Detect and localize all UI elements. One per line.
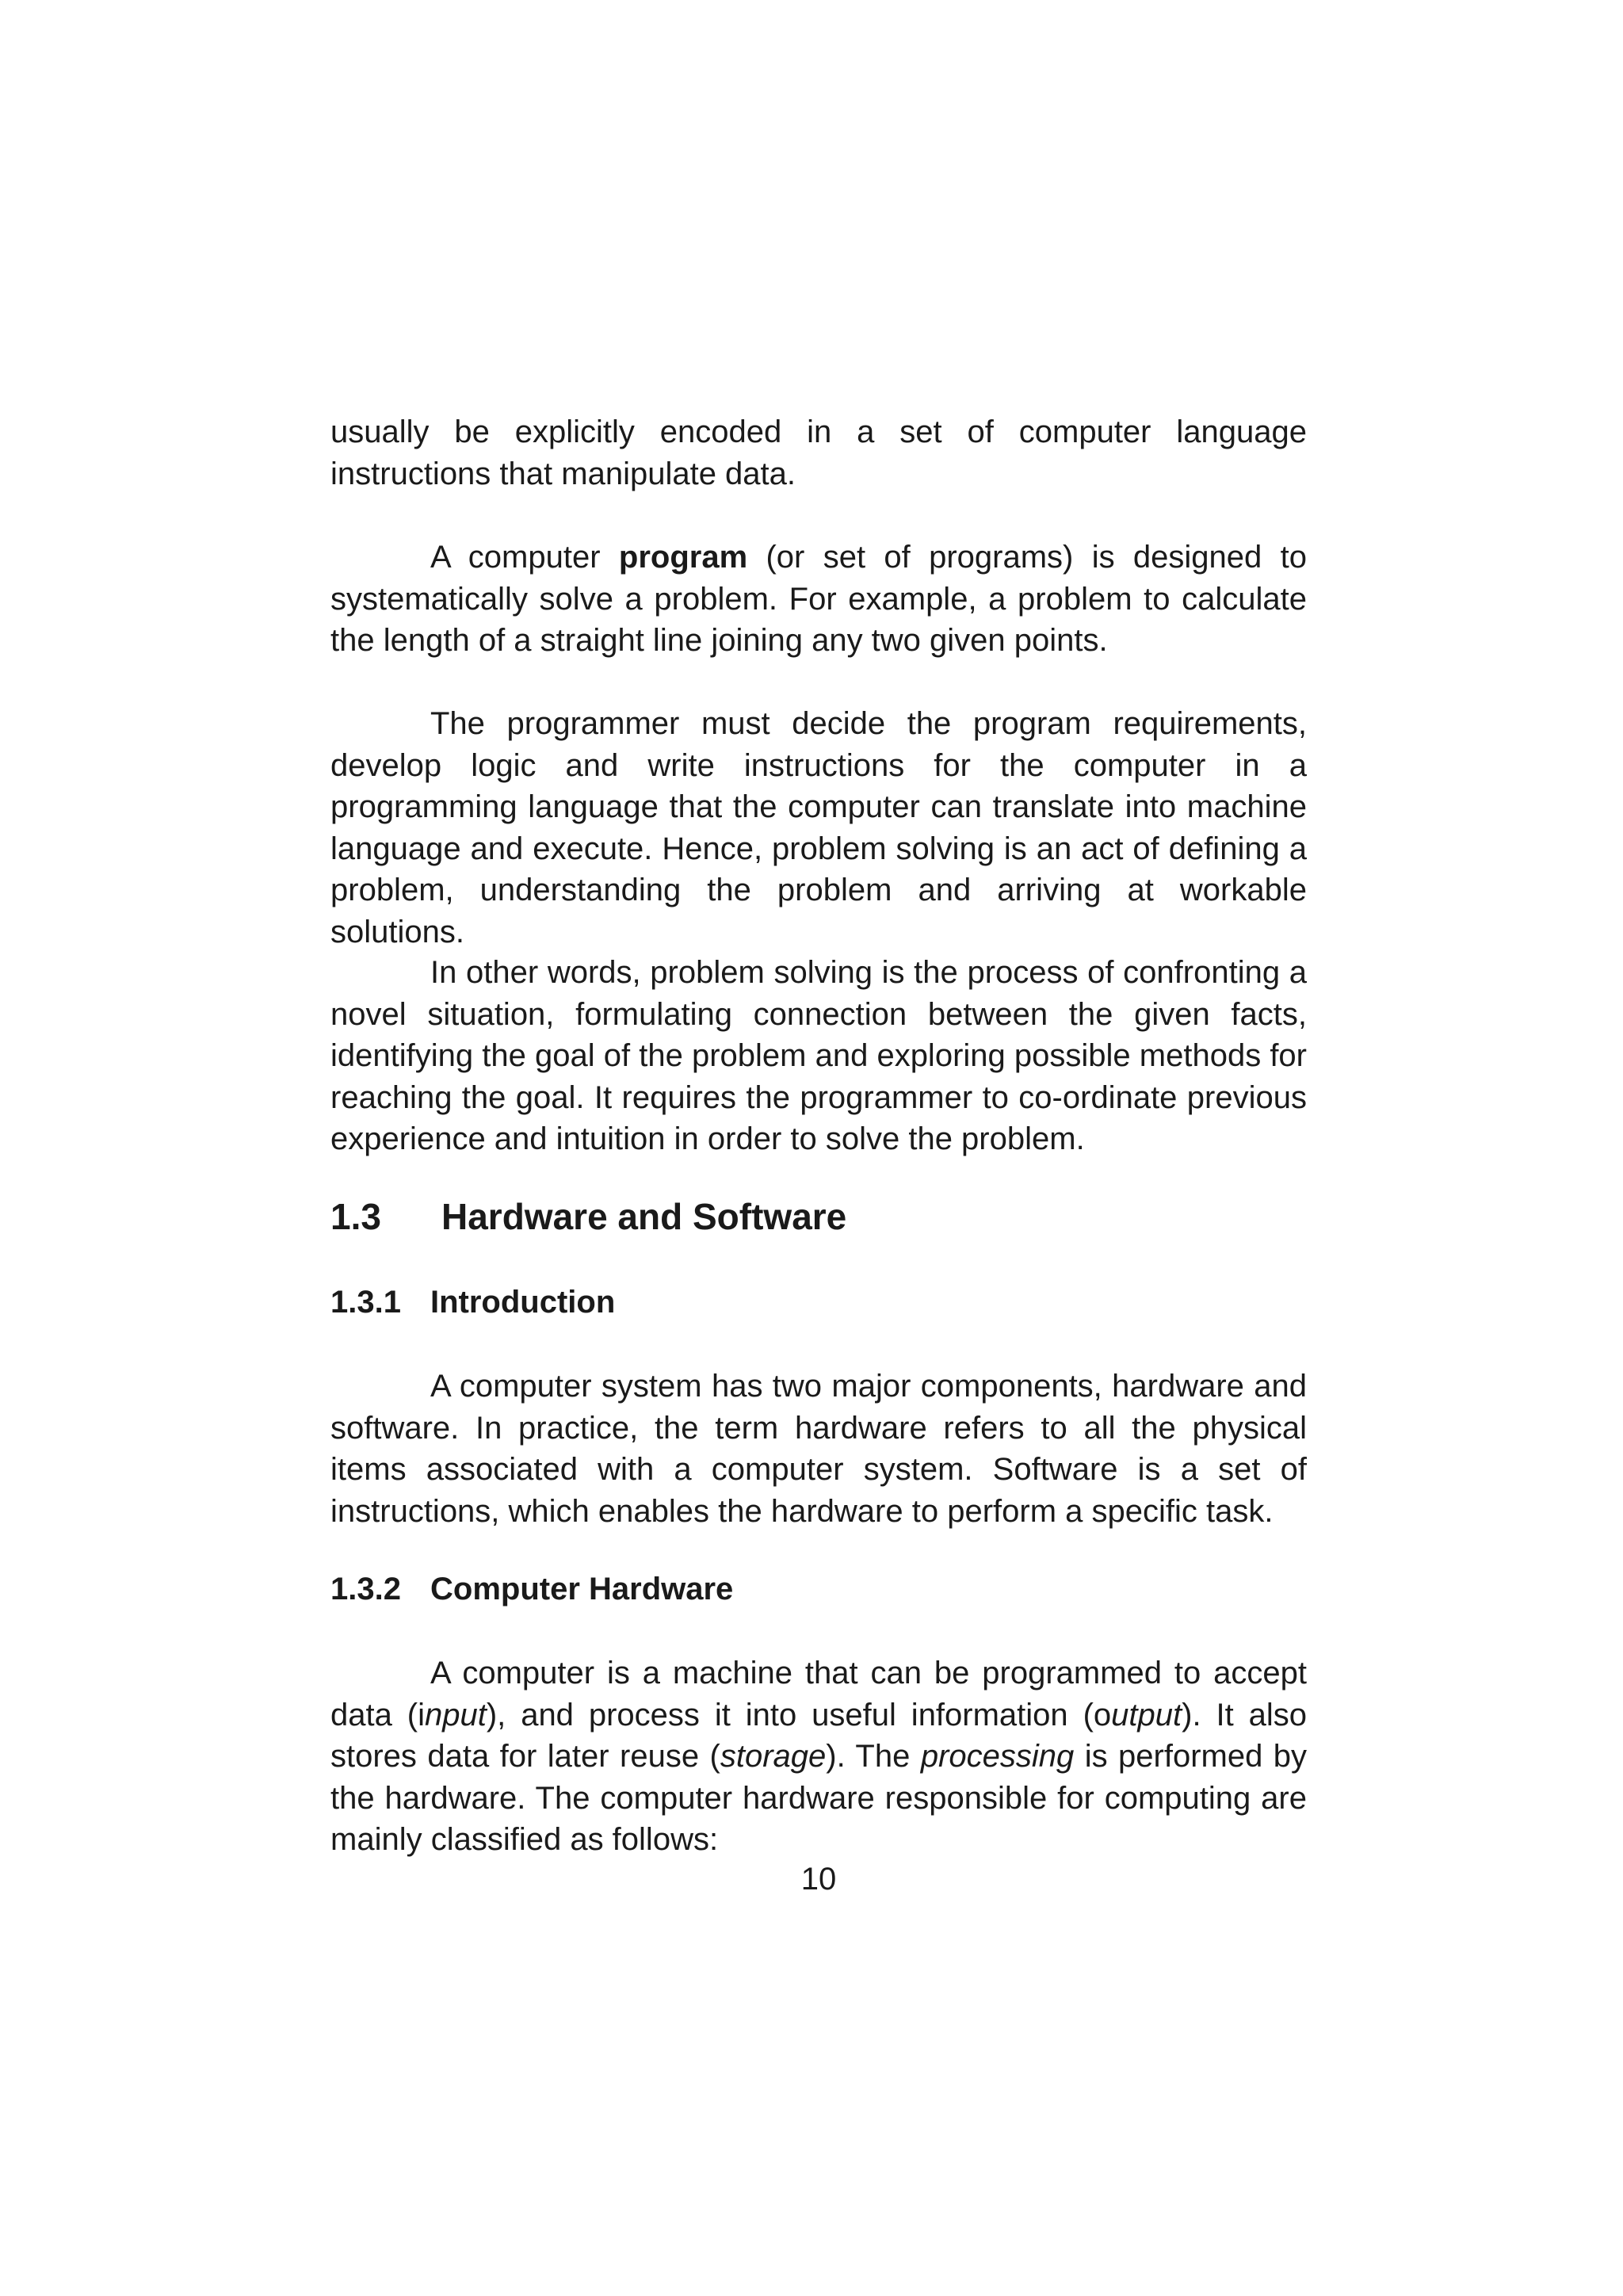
subsection-number: 1.3.2 [330,1572,401,1606]
term-program: program [618,540,748,575]
paragraph-text: In other words, problem solving is the process of confronting a novel situation, formulating connection between the given facts, identifying the goal of the problem and exploring possible methods for reaching the goal. It requires the programmer to co-ordinate previous experience and intuition in order to solve the problem. [330,955,1307,1156]
paragraph-computer-machine [330,1652,1307,1861]
paragraph-text: usually be explicitly encoded in a set of computer language instructions that manipulate data. [330,415,1307,491]
section-number: 1.3 [330,1196,381,1237]
paragraph-other-words [330,952,1307,1160]
paragraph-text-pre: A computer [430,540,619,575]
paragraph-text-post: (or set of programs) is designed to systematically solve a problem. For example, a problem to calculate the length of a straight line joining any two given points. [330,540,1307,658]
paragraph-components [330,1366,1307,1532]
paragraph-text-g: ). The [826,1739,921,1774]
paragraph-text-i: is performed by the hardware. The computer hardware responsible for computing are mainly classified as follows: [330,1739,1308,1857]
subsection-heading-introduction [330,1282,615,1323]
term-input-italic: nput [424,1697,487,1733]
paragraph-text: A computer system has two major components, hardware and software. In practice, the term hardware refers to all the physical items associated with a computer system. Software is a set of instructions, which enables the hardware to perform a specific task. [330,1369,1307,1529]
subsection-title: Computer Hardware [430,1572,734,1606]
document-page [330,0,1307,2296]
paragraph-programmer [330,703,1307,953]
term-processing-italic: processing [920,1739,1075,1774]
term-output-italic: utput [1111,1697,1182,1733]
paragraph-program [330,537,1307,662]
paragraph-text: The programmer must decide the program requirements, develop logic and write instructions for the computer in a programming language that the computer can translate into machine language and execute. Hence, problem solving is an act of defining a problem, understanding the problem and arriving at workable solutions. [330,706,1307,949]
subsection-title: Introduction [430,1285,616,1320]
paragraph-text-a: A computer is a machine that can be programmed to accept data (i [330,1656,1307,1733]
paragraph-text-e: ). It also stores data for later reuse ( [330,1697,1308,1774]
term-storage-italic: storage [720,1739,827,1774]
section-heading [330,1193,846,1240]
page-number: 10 [800,1862,837,1897]
paragraph-text-c: ), and process it into useful information (o [486,1697,1112,1733]
paragraph-continuation [330,411,1307,495]
section-title: Hardware and Software [441,1196,847,1237]
subsection-heading-computer-hardware [330,1568,733,1610]
subsection-number: 1.3.1 [330,1285,401,1320]
